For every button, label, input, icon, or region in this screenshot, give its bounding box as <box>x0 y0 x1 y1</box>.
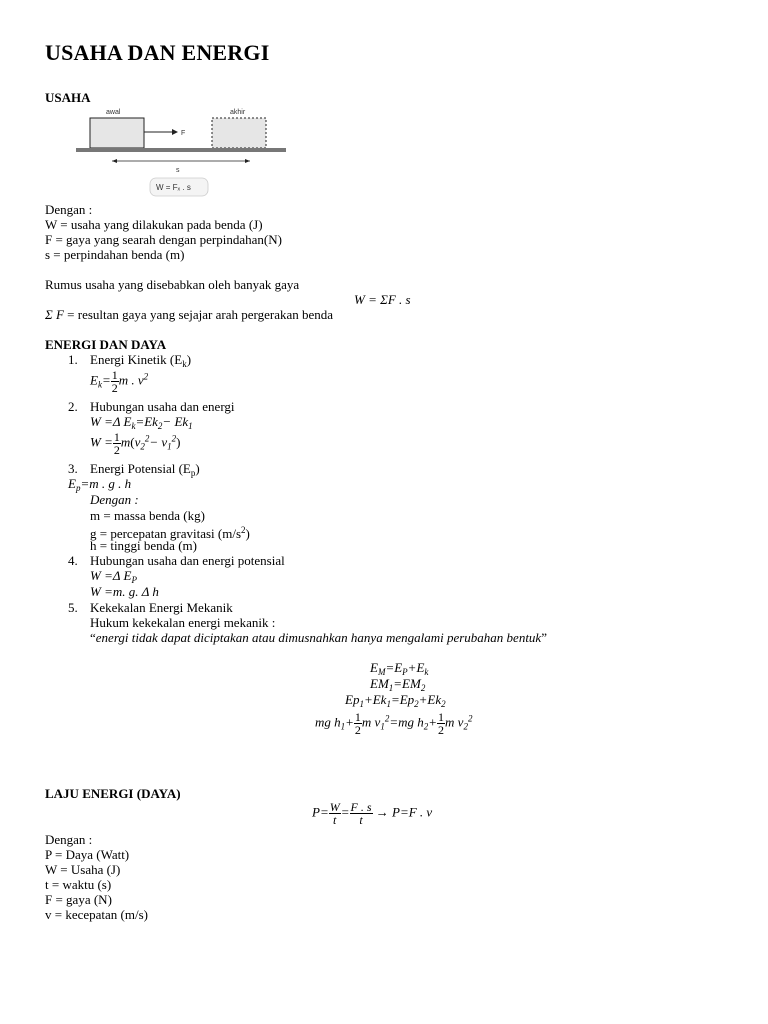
ep-dengan: Dengan : <box>90 492 139 507</box>
displacement-arrow-left <box>112 159 117 163</box>
label-displacement: s <box>176 167 180 174</box>
formula-w-fs: W = Fₓ . s <box>156 183 191 192</box>
item-2-label: Hubungan usaha dan energi <box>90 399 235 414</box>
item-5-label: Kekekalan Energi Mekanik <box>90 600 233 615</box>
formula-mgh-mv: mg $h_1+$ $\frac{1}{2}$ m $v_1^2=mg$ $h_2+$ $\frac{1}{2}$ m $v_2^2$ <box>315 710 473 737</box>
energi-heading: ENERGI DAN DAYA <box>45 337 167 352</box>
label-akhir: akhir <box>230 109 246 116</box>
kekekalan-quote: “energi tidak dapat diciptakan atau dimusnahkan hanya mengalami perubahan bentuk” <box>90 630 547 645</box>
item-1-num: 1. <box>68 352 78 367</box>
formula-em: $E_M=E_P+E_k$ <box>370 660 429 677</box>
item-4-num: 4. <box>68 553 78 568</box>
label-force: F <box>181 130 186 137</box>
item-1-label: Energi Kinetik $(E_k)$ <box>90 352 192 369</box>
formula-w-delta-ep: W =Δ $E_P$ <box>90 568 137 585</box>
item-5-num: 5. <box>68 600 78 615</box>
ep-def-h: h = tinggi benda (m) <box>90 538 197 553</box>
usaha-def-f: F = gaya yang searah dengan perpindahan(N) <box>45 232 282 247</box>
displacement-arrow-right <box>245 159 250 163</box>
formula-sigma: W = ΣF . s <box>354 292 411 307</box>
daya-def-f: F = gaya (N) <box>45 892 112 907</box>
formula-w-mgdh: W =m. g. Δ h <box>90 584 159 599</box>
formula-w-half-mv: W = $\frac{1}{2}$ $m(v_2^2- v_1^2)$ <box>90 430 181 457</box>
formula-ek: $E_k=$ $\frac{1}{2}$ m . $v^2$ <box>90 368 149 395</box>
daya-def-t: t = waktu (s) <box>45 877 112 892</box>
sigma-symbol: Σ F <box>45 307 64 322</box>
ep-def-g: g = percepatan gravitasi $(m/s^2)$ <box>90 525 250 541</box>
usaha-diagram <box>72 104 292 200</box>
block-start <box>90 118 144 148</box>
ground <box>76 148 286 152</box>
item-3-num: 3. <box>68 461 78 476</box>
usaha-def-w: W = usaha yang dilakukan pada benda (J) <box>45 217 263 232</box>
usaha-dengan: Dengan : <box>45 202 93 217</box>
force-arrow-head <box>172 129 178 135</box>
formula-daya: P= $\frac{W}{t}$ = $\frac{F . s}{t}$ → P=F . v <box>312 800 433 827</box>
ep-def-m: m = massa benda (kg) <box>90 508 205 523</box>
sigma-definition <box>45 307 333 322</box>
formula-ep-ek-sum: $Ep_1+Ek_1=Ep_2+Ek_2$ <box>345 692 446 709</box>
sigma-desc: = resultan gaya yang sejajar arah pergerakan benda <box>67 307 334 322</box>
daya-def-w: W = Usaha (J) <box>45 862 121 877</box>
daya-def-v: v = kecepatan (m/s) <box>45 907 148 922</box>
hukum-kekekalan: Hukum kekekalan energi mekanik : <box>90 615 276 630</box>
usaha-def-s: s = perpindahan benda (m) <box>45 247 185 262</box>
usaha-heading: USAHA <box>45 90 91 105</box>
label-awal: awal <box>106 109 121 116</box>
item-3-label: Energi Potensial $(E_p)$ <box>90 461 200 478</box>
item-4-label: Hubungan usaha dan energi potensial <box>90 553 285 568</box>
daya-heading: LAJU ENERGI (DAYA) <box>45 786 181 801</box>
formula-w-delta-ek: W =Δ $E_k=Ek_2- Ek_1$ <box>90 414 193 431</box>
daya-def-p: P = Daya (Watt) <box>45 847 130 862</box>
page-title: USAHA DAN ENERGI <box>45 40 270 65</box>
item-2-num: 2. <box>68 399 78 414</box>
block-end <box>212 118 266 148</box>
formula-em1-em2: $EM_1=EM_2$ <box>370 676 426 693</box>
formula-ep: $E_p=m$ . g . h <box>68 476 132 493</box>
daya-dengan: Dengan : <box>45 832 93 847</box>
usaha-rumus-banyak-gaya: Rumus usaha yang disebabkan oleh banyak gaya <box>45 277 300 292</box>
